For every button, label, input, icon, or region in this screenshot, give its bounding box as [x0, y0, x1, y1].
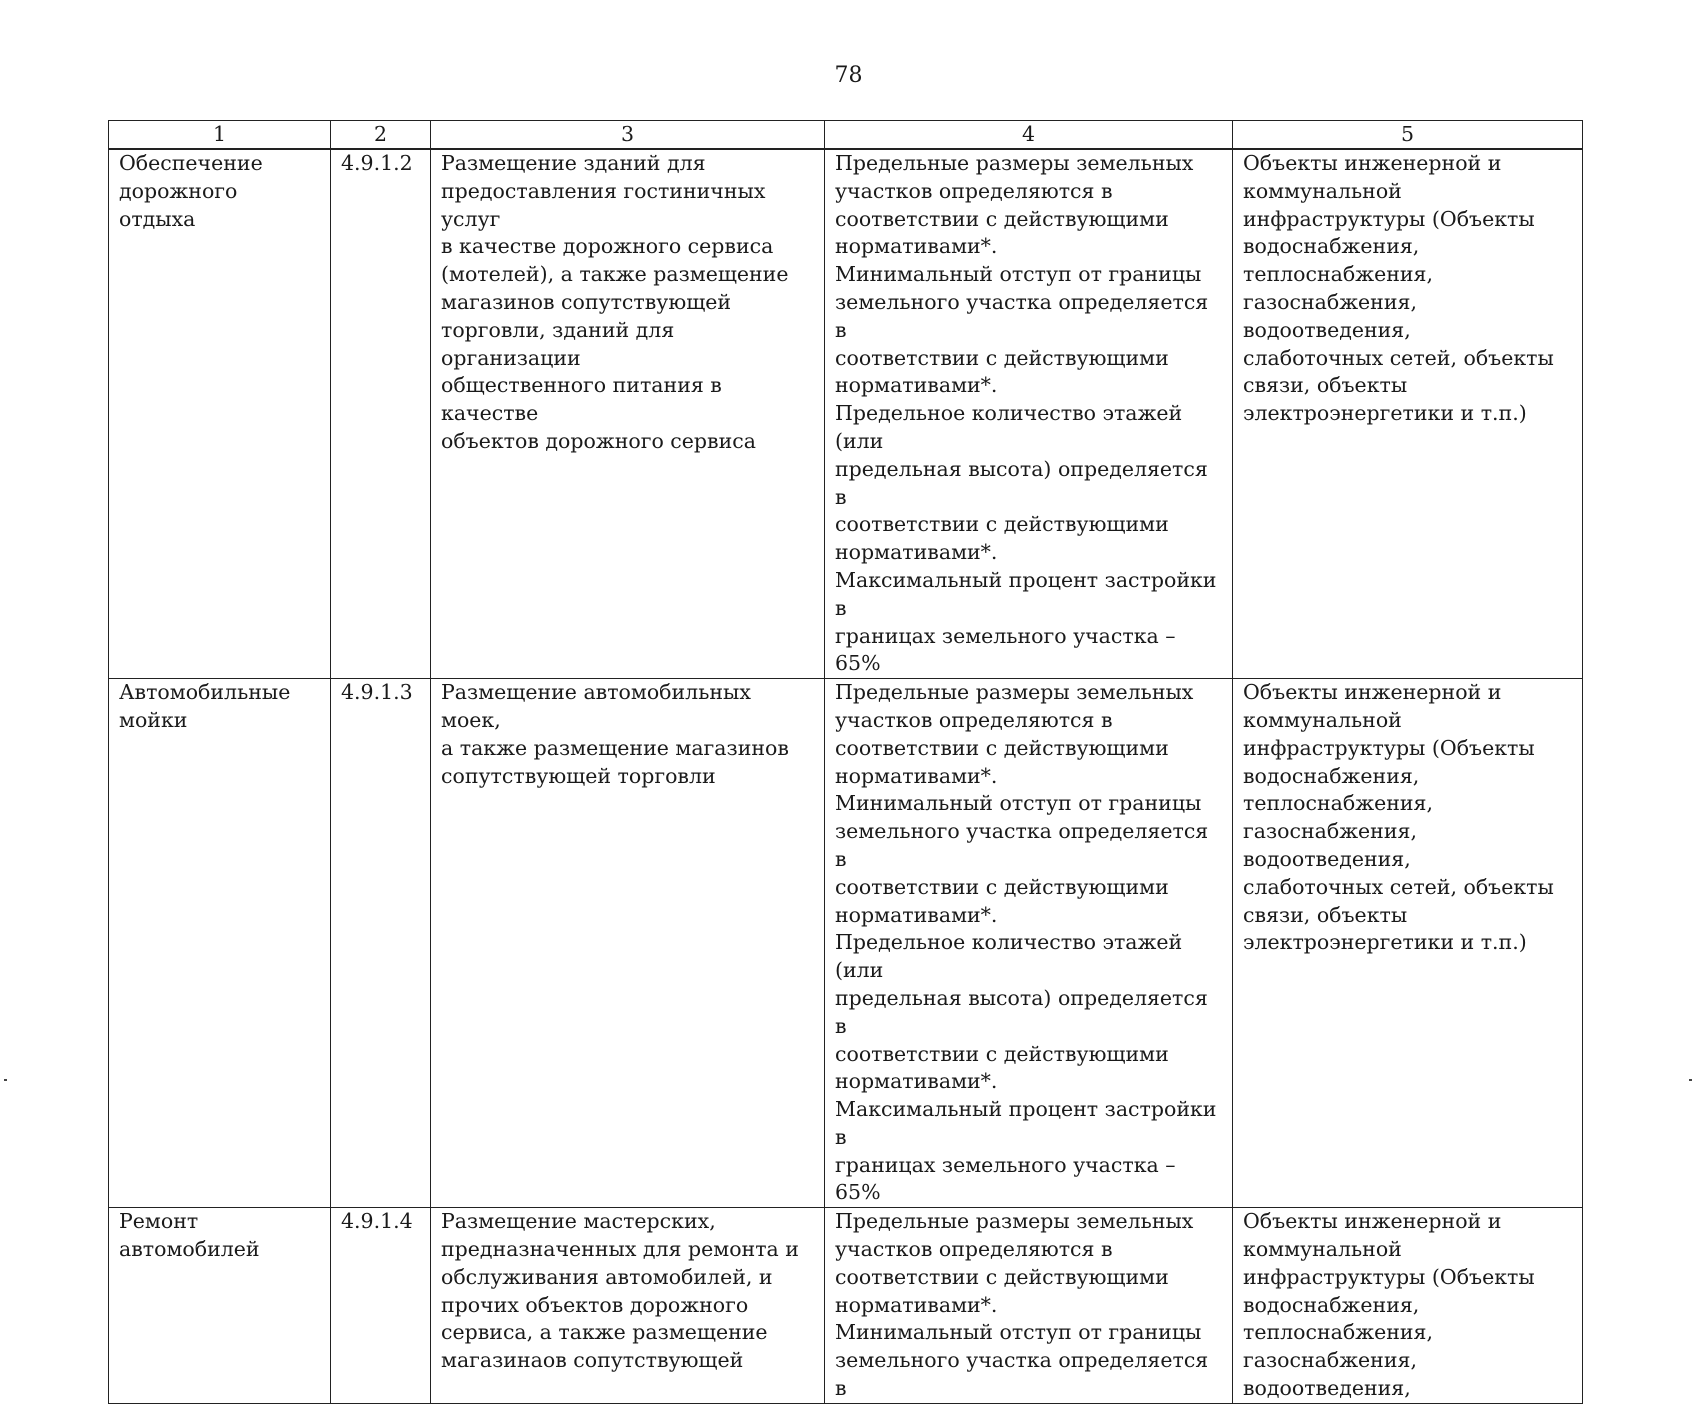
auxiliary-uses-cell: Объекты инженерной и коммунальной инфраструктуры (Объекты водоснабжения, теплоснабжения, газоснабжения, водоотведения,: [1233, 1208, 1583, 1404]
parameters-cell: Предельные размеры земельных участков определяются в соответствии с действующими нормативами*. Минимальный отступ от границы земельного участка определяется в: [825, 1208, 1233, 1404]
land-use-table: [108, 120, 1583, 1404]
table-row: [109, 679, 1583, 1208]
table-row: [109, 149, 1583, 679]
auxiliary-uses-cell: Объекты инженерной и коммунальной инфраструктуры (Объекты водоснабжения, теплоснабжения, газоснабжения, водоотведения, слаботочных сетей, объекты связи, объекты электроэнергетики и т.п.): [1233, 149, 1583, 679]
scan-edge-mark-left: [4, 1079, 7, 1081]
description-cell: Размещение зданий для предоставления гостиничных услуг в качестве дорожного сервиса (мотелей), а также размещение магазинов сопутствующей торговли, зданий для организации общественного питания в качестве объектов дорожного сервиса: [431, 149, 825, 679]
scan-edge-mark-right: [1689, 1079, 1692, 1081]
table-row: [109, 1208, 1583, 1404]
auxiliary-uses-cell: Объекты инженерной и коммунальной инфраструктуры (Объекты водоснабжения, теплоснабжения, газоснабжения, водоотведения, слаботочных сетей, объекты связи, объекты электроэнергетики и т.п.): [1233, 679, 1583, 1208]
description-cell: Размещение мастерских, предназначенных для ремонта и обслуживания автомобилей, и прочих объектов дорожного сервиса, а также размещение магазинаов сопутствующей: [431, 1208, 825, 1404]
column-header-2: 2: [331, 121, 431, 150]
column-header-1: 1: [109, 121, 331, 150]
column-header-3: 3: [431, 121, 825, 150]
land-use-code-cell: 4.9.1.3: [331, 679, 431, 1208]
page-number: 78: [834, 63, 863, 88]
land-use-code-cell: 4.9.1.2: [331, 149, 431, 679]
table-header-row: [109, 121, 1583, 150]
land-use-code-cell: 4.9.1.4: [331, 1208, 431, 1404]
land-use-name-cell: Обеспечение дорожного отдыха: [109, 149, 331, 679]
parameters-cell: Предельные размеры земельных участков определяются в соответствии с действующими нормативами*. Минимальный отступ от границы земельного участка определяется в соответствии с действующими нормативами*. Предельное количество этажей (или предельная высота) определяется в соответствии с действующими нормативами*. Максимальный процент застройки в границах земельного участка – 65%: [825, 679, 1233, 1208]
column-header-5: 5: [1233, 121, 1583, 150]
column-header-4: 4: [825, 121, 1233, 150]
description-cell: Размещение автомобильных моек, а также размещение магазинов сопутствующей торговли: [431, 679, 825, 1208]
parameters-cell: Предельные размеры земельных участков определяются в соответствии с действующими нормативами*. Минимальный отступ от границы земельного участка определяется в соответствии с действующими нормативами*. Предельное количество этажей (или предельная высота) определяется в соответствии с действующими нормативами*. Максимальный процент застройки в границах земельного участка – 65%: [825, 149, 1233, 679]
land-use-name-cell: Автомобильные мойки: [109, 679, 331, 1208]
land-use-name-cell: Ремонт автомобилей: [109, 1208, 331, 1404]
